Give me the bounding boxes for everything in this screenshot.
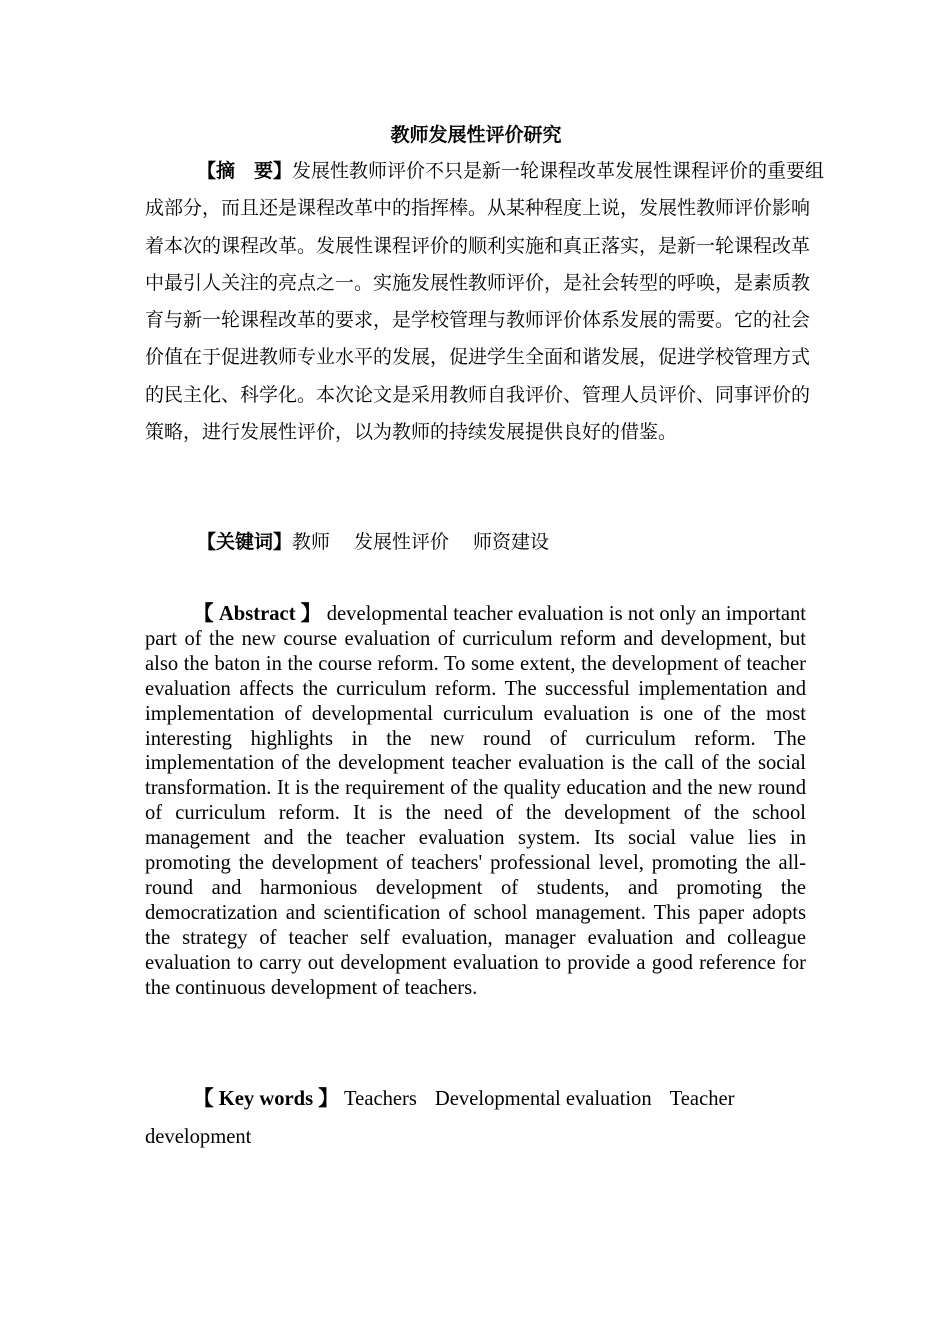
english-keywords-label: 【 Key words 】 (193, 1088, 339, 1110)
english-keyword: Teacher (669, 1088, 735, 1110)
english-abstract-label: 【 Abstract 】 (193, 603, 322, 625)
chinese-keyword: 教师 (292, 531, 331, 553)
paper-title: 教师发展性评价研究 (390, 124, 562, 146)
chinese-abstract (145, 153, 825, 451)
english-abstract (145, 602, 806, 1001)
english-abstract-text: developmental teacher evaluation is not only an important part of the new course evaluation of curriculum reform and development, but also the baton in the course reform. To some extent, the development of teacher evaluation affects the curriculum reform. The successful implementation and implementation of developmental curriculum evaluation is one of the most interesting highlights in the new round of curriculum reform. The implementation of the development teacher evaluation is the call of the social transformation. It is the requirement of the quality education and the new round of curriculum reform. It is the need of the development of the school management and the teacher evaluation system. Its social value lies in promoting the development of teachers' professional level, promoting the all-round and harmonious development of students, and promoting the democratization and scientification of school management. This paper adopts the strategy of teacher self evaluation, manager evaluation and colleague evaluation to carry out development evaluation to provide a good reference for the continuous development of teachers. (145, 603, 807, 999)
chinese-keywords-label: 【关键词】 (197, 531, 293, 553)
english-keyword: Teachers (344, 1088, 417, 1110)
english-keyword: Developmental evaluation (434, 1088, 652, 1110)
english-keywords (145, 1086, 806, 1150)
english-keyword: development (145, 1126, 252, 1148)
chinese-abstract-text: 发展性教师评价不只是新一轮课程改革发展性课程评价的重要组成部分，而且还是课程改革中的指挥棒。从某种程度上说，发展性教师评价影响着本次的课程改革。发展性课程评价的顺利实施和真正落实，是新一轮课程改革中最引人关注的亮点之一。实施发展性教师评价，是社会转型的呼唤，是素质教育与新一轮课程改革的要求，是学校管理与教师评价体系发展的需要。它的社会价值在于促进教师专业水平的发展，促进学生全面和谐发展，促进学校管理方式的民主化、科学化。本次论文是采用教师自我评价、管理人员评价、同事评价的策略，进行发展性评价，以为教师的持续发展提供良好的借鉴。 (145, 160, 825, 444)
chinese-abstract-label: 【摘 要】 (197, 160, 293, 182)
chinese-keyword: 师资建设 (473, 531, 550, 553)
chinese-keyword: 发展性评价 (354, 531, 450, 553)
chinese-keywords (145, 524, 807, 561)
